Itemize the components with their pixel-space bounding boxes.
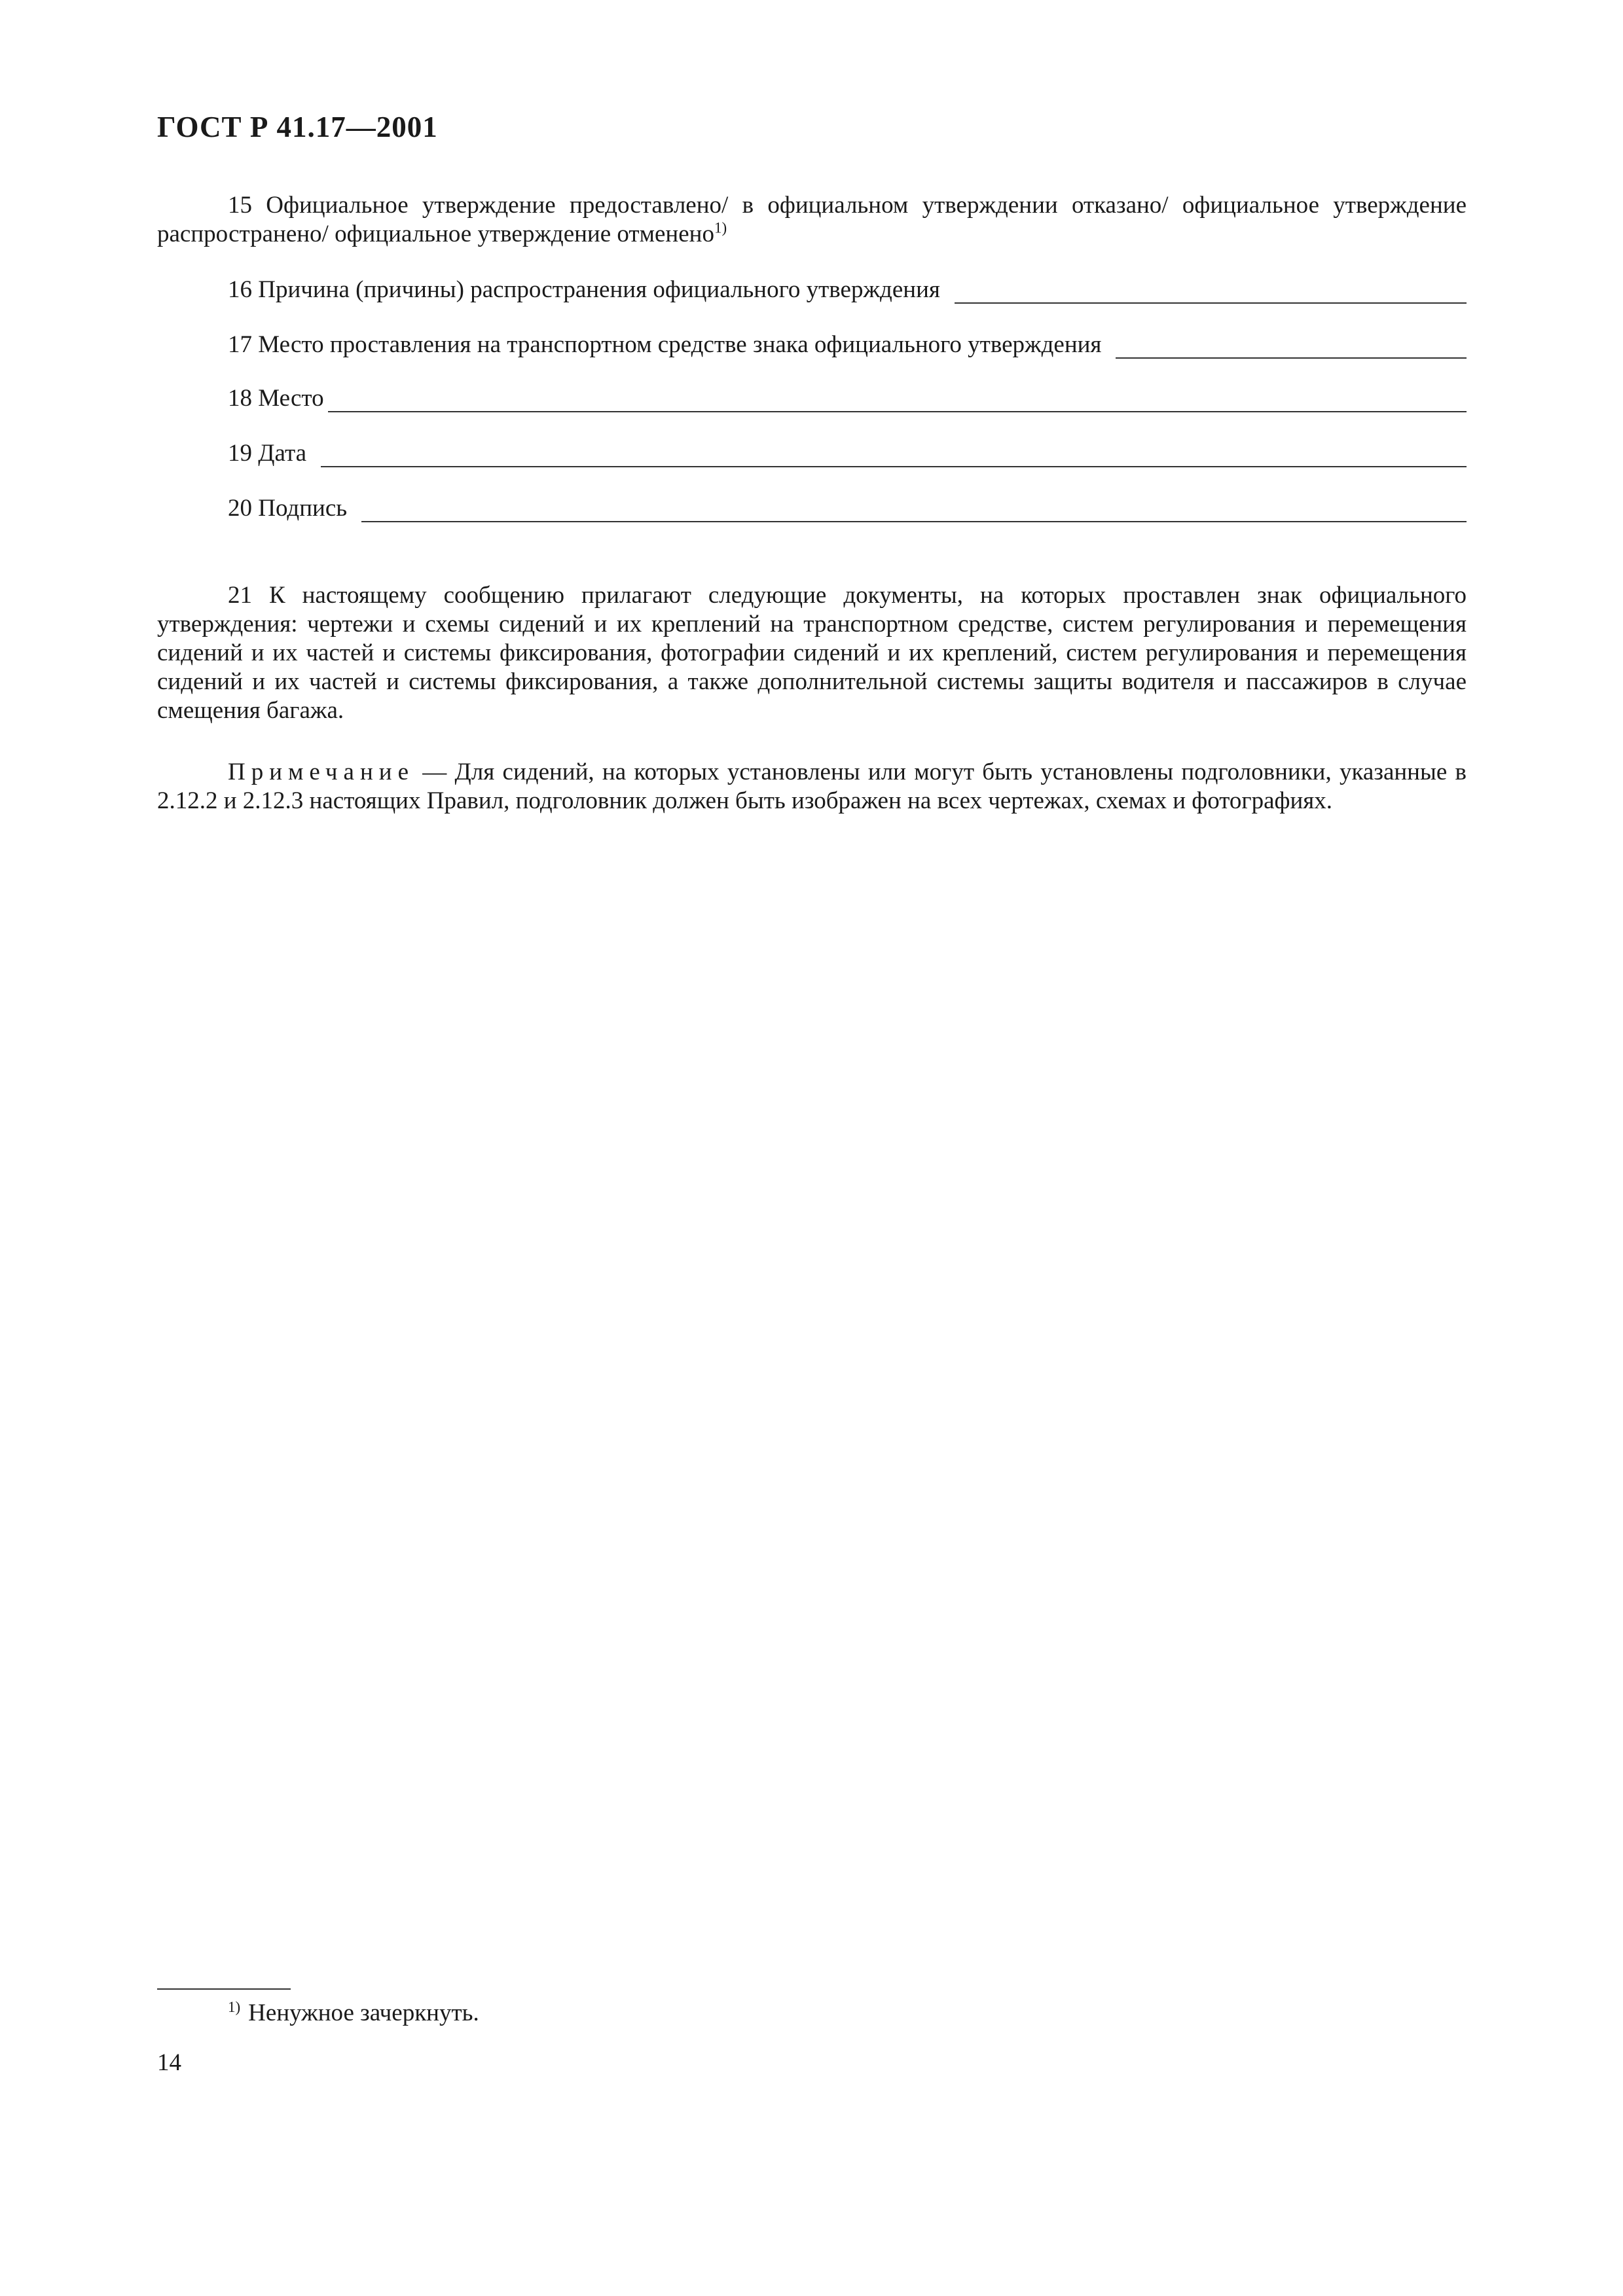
item-17-label: 17 Место проставления на транспортном средстве знака официального утверждения [228, 331, 1102, 358]
item-19-field [228, 439, 1467, 467]
item-17-field [228, 330, 1467, 359]
standard-designation: ГОСТ Р 41.17—2001 [157, 111, 438, 143]
page-number: 14 [157, 2049, 181, 2076]
item-20-blank-line[interactable] [361, 501, 1467, 522]
item-18-blank-line[interactable] [328, 391, 1467, 412]
item-16-label: 16 Причина (причины) распространения официального утверждения [228, 276, 940, 303]
note [157, 758, 1467, 816]
footnote-marker: 1) [228, 1998, 241, 2015]
note-dash: — [414, 759, 455, 785]
item-21-text: 21 К настоящему сообщению прилагают следующие документы, на которых проставлен знак официального утверждения: чертежи и схемы сидений и их креплений на транспортном средстве, систем регулирования и перемещения сидений и их частей и системы фиксирования, фотографии сидений и их креплений, систем регулирования и перемещения сидений и их частей и системы фиксирования, а также дополнительной системы защиты водителя и пассажиров в случае смещения багажа. [157, 582, 1467, 724]
item-18-field [228, 384, 1467, 412]
item-19-label: 19 Дата [228, 440, 306, 467]
item-19-blank-line[interactable] [321, 446, 1467, 467]
note-label: Примечание [228, 759, 414, 785]
item-20-field [228, 493, 1467, 522]
footnote-divider [157, 1988, 291, 1990]
item-15-text: 15 Официальное утверждение предоставлено/ в официальном утверждении отказано/ официальное утверждение распространено/ официальное утверждение отменено [157, 192, 1467, 247]
item-21 [157, 581, 1467, 725]
item-20-label: 20 Подпись [228, 495, 348, 522]
item-15 [157, 191, 1467, 249]
footnote [228, 1999, 479, 2028]
footnote-reference: 1) [714, 219, 727, 236]
note-text: Для сидений, на которых установлены или могут быть установлены подголовники, указанные в 2.12.2 и 2.12.3 настоящих Правил, подголовник должен быть изображен на всех чертежах, схемах и фотографиях. [157, 759, 1467, 814]
item-17-blank-line[interactable] [1116, 338, 1467, 359]
item-16-field [228, 275, 1467, 304]
item-18-label: 18 Место [228, 385, 324, 412]
footnote-text: Ненужное зачеркнуть. [248, 2000, 479, 2026]
item-16-blank-line[interactable] [955, 283, 1467, 304]
